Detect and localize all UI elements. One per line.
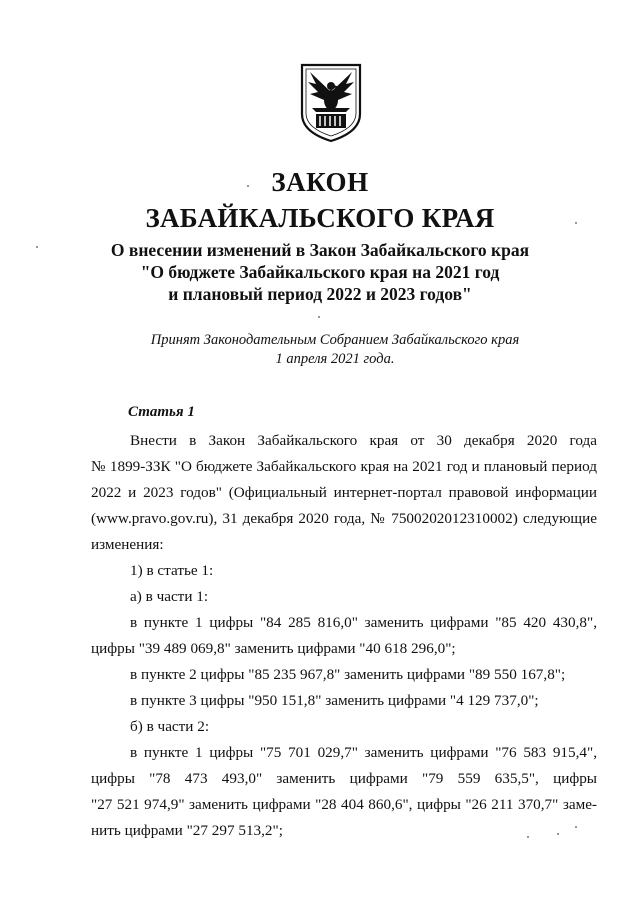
adoption-line: Принят Законодательным Собранием Забайкальского края <box>150 332 520 348</box>
scan-speck <box>527 836 529 838</box>
body-line: в пункте 1 цифры "84 285 816,0" заменить цифрами "85 420 430,8", <box>130 614 597 631</box>
scan-speck <box>557 833 559 835</box>
scan-speck <box>318 316 320 318</box>
adoption-note <box>0 331 640 369</box>
adoption-date: 1 апреля 2021 года. <box>275 351 395 367</box>
subtitle-line: О внесении изменений в Закон Забайкальского края <box>110 240 530 260</box>
body-line: 1) в статье 1: <box>130 562 214 579</box>
body-line: № 1899-ЗЗК "О бюджете Забайкальского края на 2021 год и плановый период <box>91 458 597 475</box>
coat-of-arms-emblem <box>298 62 364 144</box>
body-line: цифры "78 473 493,0" заменить цифрами "79 559 635,5", цифры <box>91 770 597 787</box>
body-line: а) в части 1: <box>130 588 209 605</box>
body-line: Внести в Закон Забайкальского края от 30 декабря 2020 года <box>130 432 597 449</box>
body-line: в пункте 2 цифры "85 235 967,8" заменить цифрами "89 550 167,8"; <box>130 666 566 683</box>
body-line: цифры "39 489 069,8" заменить цифрами "40 618 296,0"; <box>91 640 456 657</box>
subtitle-line: и плановый период 2022 и 2023 годов" <box>168 284 472 304</box>
body-line: 2022 и 2023 годов" (Официальный интернет-портал правовой информации <box>91 484 597 501</box>
body-line: изменения: <box>91 536 164 553</box>
scan-speck <box>247 185 249 187</box>
body-line: в пункте 3 цифры "950 151,8" заменить цифрами "4 129 737,0"; <box>130 692 539 709</box>
body-line: (www.pravo.gov.ru), 31 декабря 2020 года, № 7500202012310002) следующие <box>91 510 597 527</box>
body-line: б) в части 2: <box>130 718 210 735</box>
document-subtitle <box>0 239 640 305</box>
document-title: ЗАКОН <box>271 167 369 197</box>
subtitle-line: "О бюджете Забайкальского края на 2021 год <box>140 262 500 282</box>
body-line: "27 521 974,9" заменить цифрами "28 404 860,6", цифры "26 211 370,7" заме- <box>91 796 597 813</box>
document-title-region: ЗАБАЙКАЛЬСКОГО КРАЯ <box>145 203 495 233</box>
body-line: нить цифрами "27 297 513,2"; <box>91 822 283 839</box>
article-heading: Статья 1 <box>128 404 195 420</box>
scan-speck <box>36 246 38 248</box>
scan-speck <box>575 222 577 224</box>
scan-speck <box>575 826 577 828</box>
body-line: в пункте 1 цифры "75 701 029,7" заменить цифрами "76 583 915,4", <box>130 744 597 761</box>
